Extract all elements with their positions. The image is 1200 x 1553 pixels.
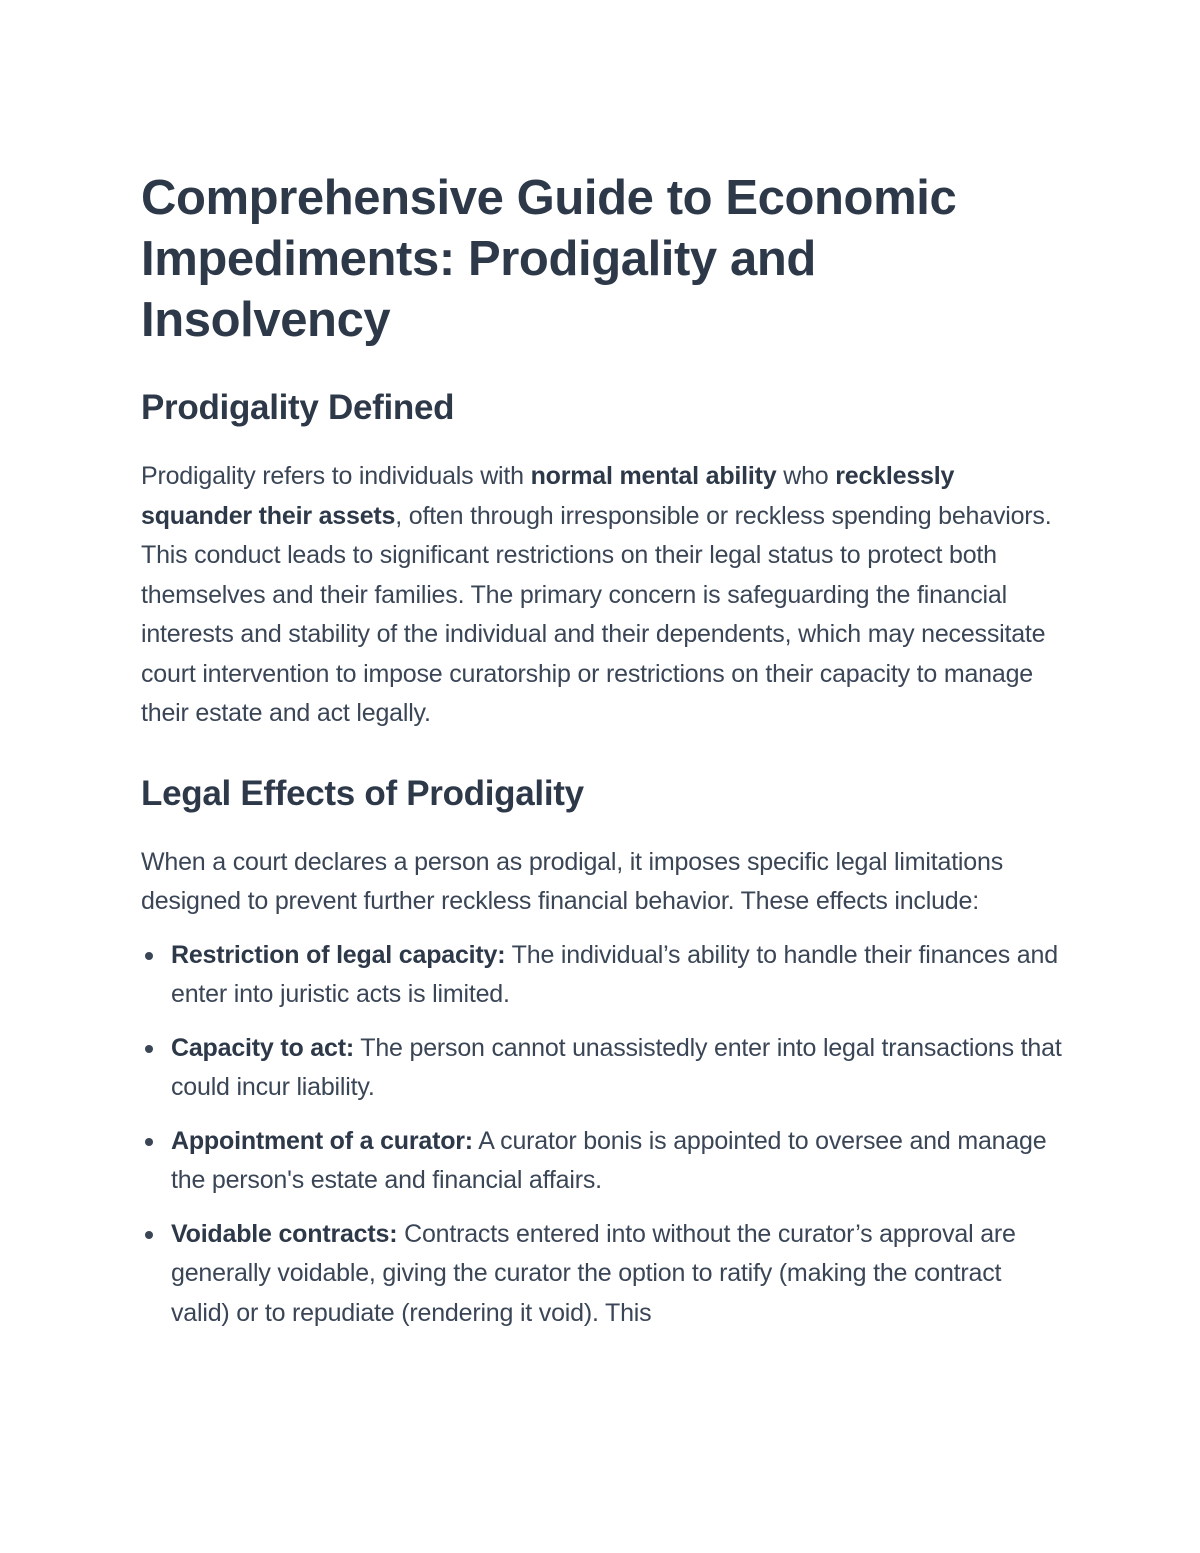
- paragraph-bold-text: normal mental ability: [530, 462, 777, 490]
- list-item: [141, 1029, 1066, 1108]
- list-item: [141, 1122, 1066, 1201]
- list-item-text: The person cannot unassistedly enter into legal transactions that could incur liability.: [171, 1033, 1062, 1101]
- prodigality-definition-paragraph: [141, 457, 1066, 734]
- list-item-text: A curator bonis is appointed to oversee and manage the person's estate and financial affairs.: [171, 1126, 1047, 1194]
- paragraph-bold-text: recklessly squander their assets: [141, 462, 955, 530]
- section-heading-prodigality-defined: Prodigality Defined: [141, 388, 455, 427]
- list-item: [141, 1215, 1066, 1334]
- document-title: Comprehensive Guide to Economic Impediments: Prodigality and Insolvency: [141, 171, 957, 347]
- section-heading-legal-effects: Legal Effects of Prodigality: [141, 773, 584, 813]
- list-item: [141, 936, 1066, 1015]
- list-item-text: Contracts entered into without the curator’s approval are generally voidable, giving the curator the option to ratify (making the contract valid) or to repudiate (rendering it void). This: [171, 1219, 1016, 1327]
- document-page: [141, 168, 1066, 1347]
- list-item-text: The individual’s ability to handle their finances and enter into juristic acts is limited.: [171, 940, 1058, 1008]
- paragraph-text: who: [776, 462, 836, 490]
- paragraph-text: , often through irresponsible or reckless spending behaviors. This conduct leads to significant restrictions on their legal status to protect both themselves and their families. The primary concern is safeguarding the financial interests and stability of the individual and their dependents, which may necessitate court intervention to impose curatorship or restrictions on their capacity to manage their estate and act legally.: [141, 501, 1052, 727]
- bullet-icon: [145, 1138, 153, 1146]
- list-item-label: Capacity to act:: [171, 1033, 354, 1062]
- legal-effects-intro-paragraph: When a court declares a person as prodigal, it imposes specific legal limitations designed to prevent further reckless financial behavior. These effects include:: [141, 847, 1003, 915]
- legal-effects-list: [141, 936, 1066, 1334]
- paragraph-text: Prodigality refers to individuals with: [141, 462, 531, 490]
- list-item-label: Appointment of a curator:: [171, 1126, 473, 1155]
- bullet-icon: [145, 952, 153, 960]
- bullet-icon: [145, 1231, 153, 1239]
- bullet-icon: [145, 1045, 153, 1053]
- list-item-label: Voidable contracts:: [171, 1219, 398, 1248]
- list-item-label: Restriction of legal capacity:: [171, 940, 506, 969]
